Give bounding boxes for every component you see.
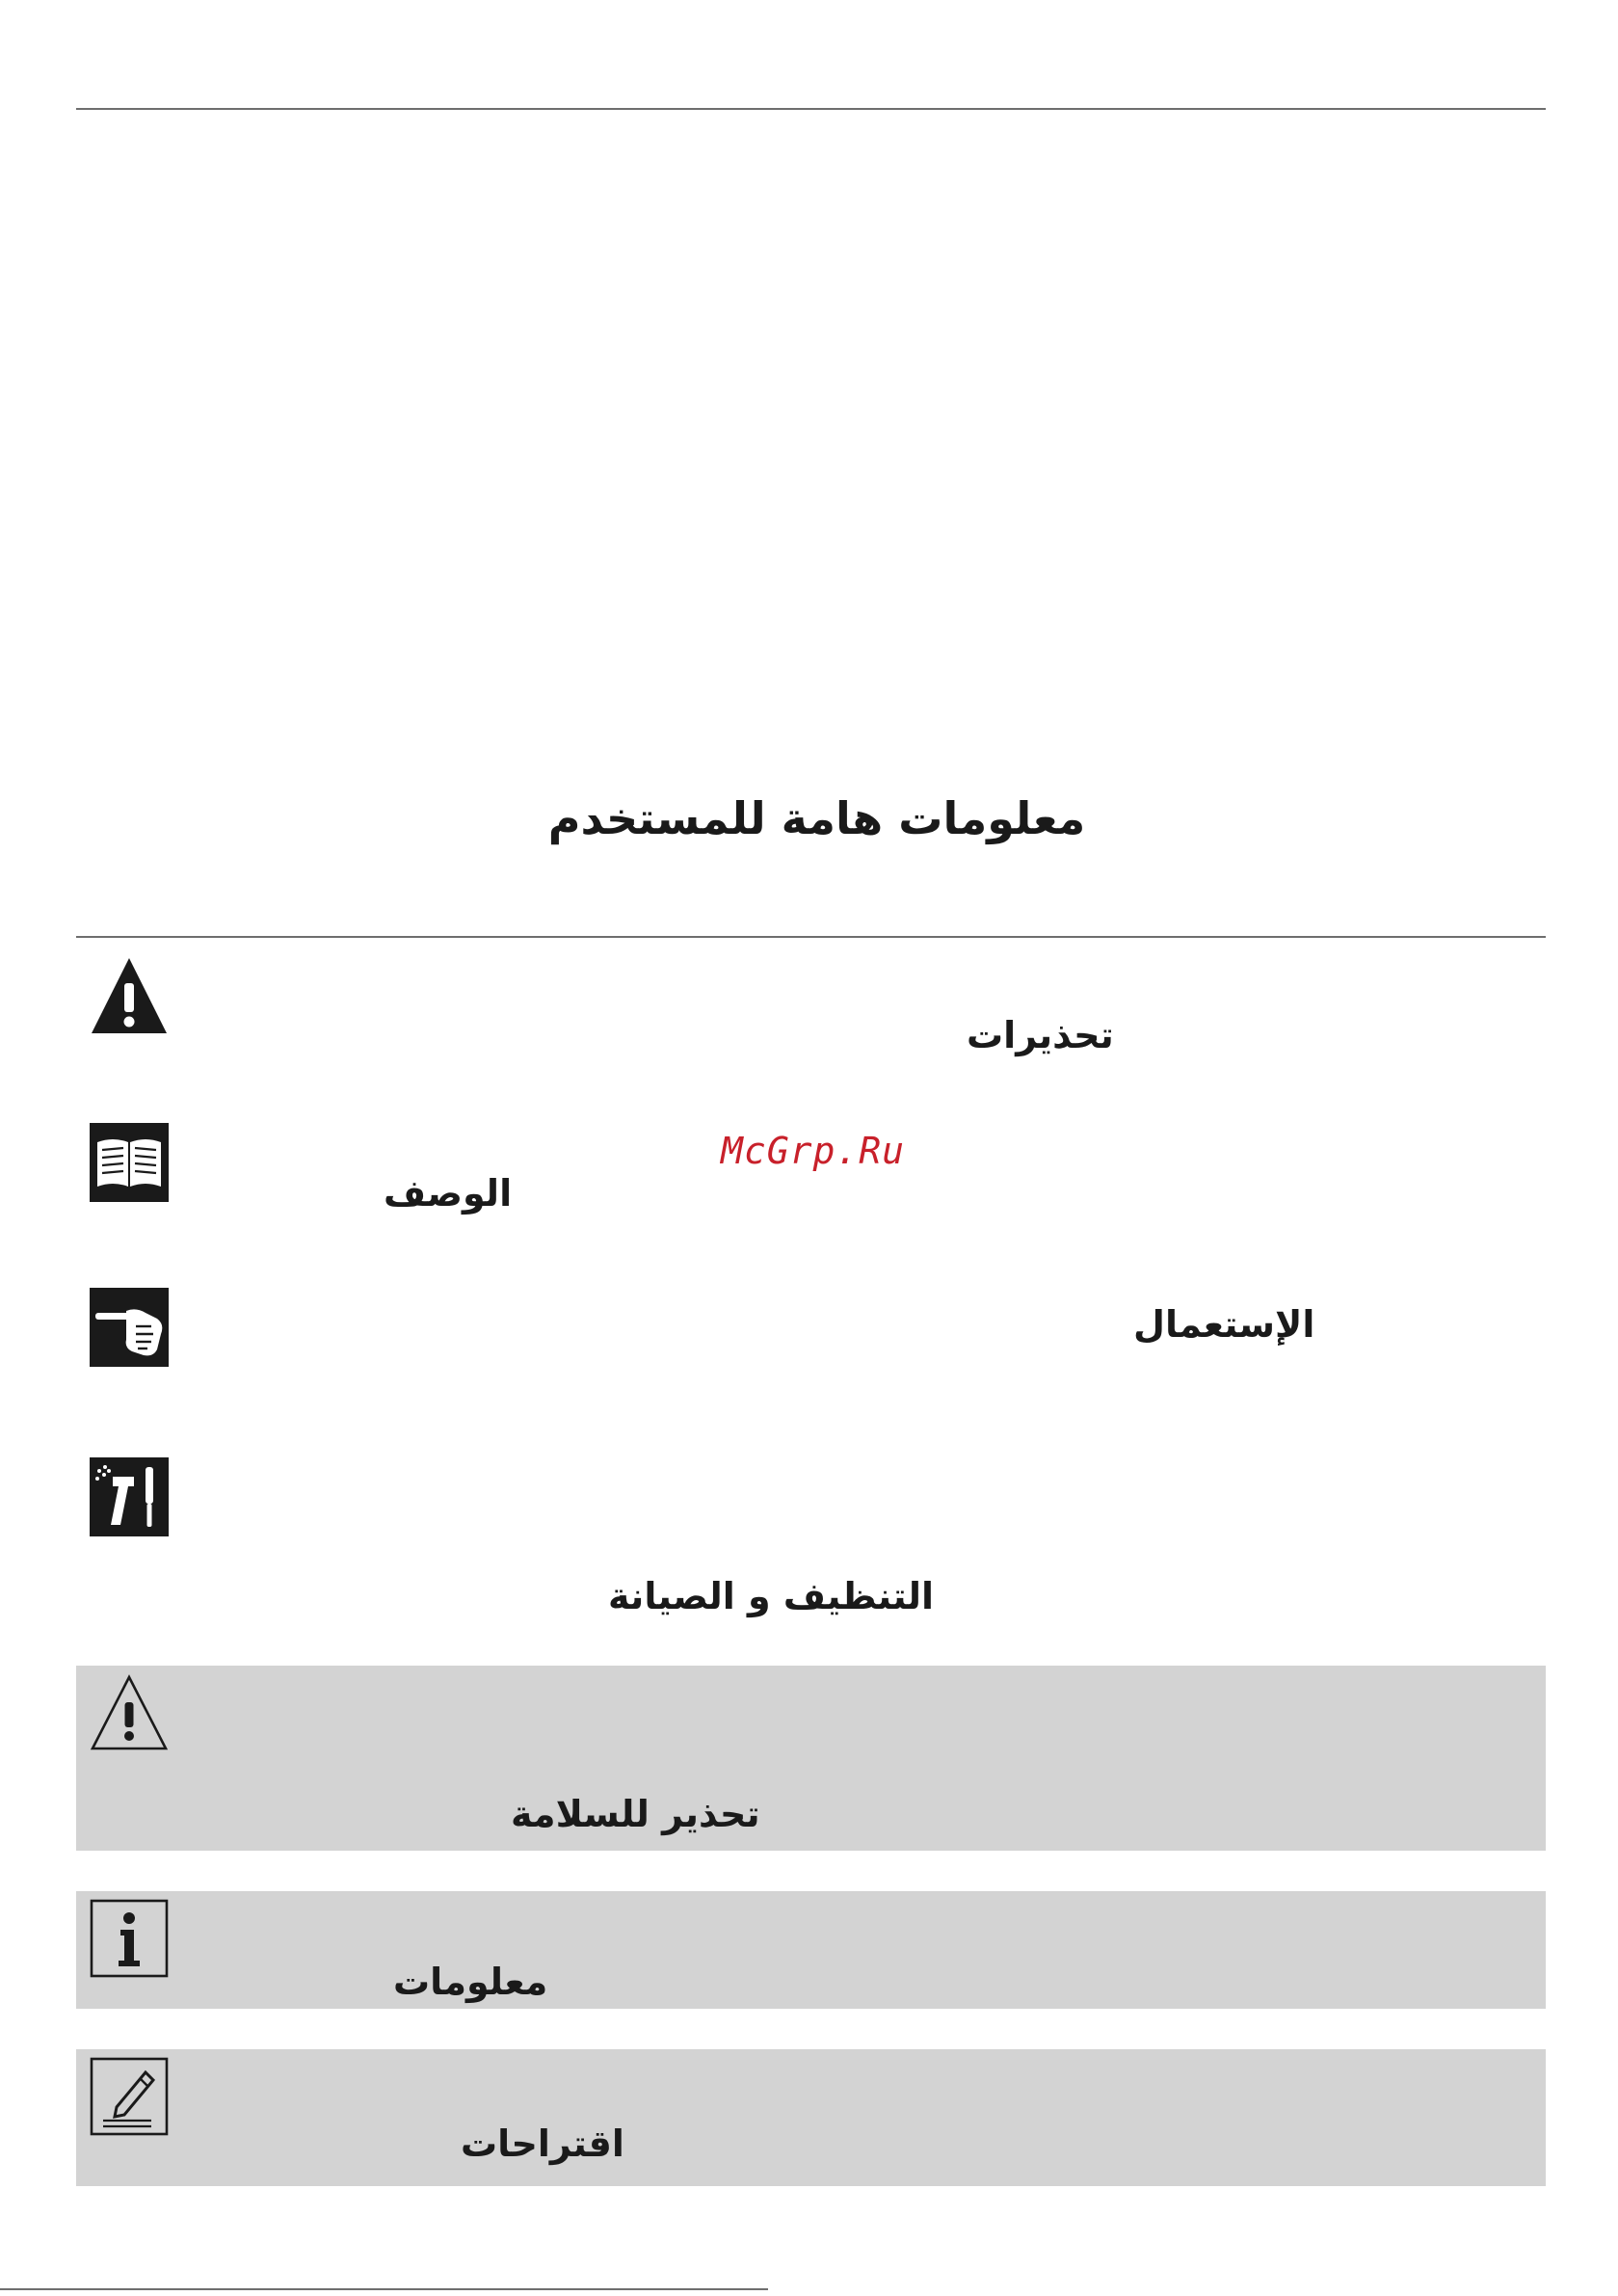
watermark: McGrp.Ru	[721, 1130, 906, 1172]
notice-label-information: معلومات	[393, 1961, 548, 2003]
notice-label-tips: اقتراحات	[461, 2122, 624, 2165]
top-rule	[76, 108, 1546, 110]
section-rule	[76, 936, 1546, 938]
page-title	[0, 792, 1618, 844]
notice-label-safety: تحذير للسلامة	[511, 1793, 760, 1835]
section-label-cleaning: التنظيف و الصيانة	[608, 1575, 935, 1617]
section-label-description: الوصف	[384, 1172, 513, 1215]
warning-triangle-icon	[90, 956, 169, 1035]
tips-box	[76, 2049, 1546, 2186]
pointing-hand-icon	[90, 1288, 169, 1367]
warning-outline-icon	[90, 1673, 169, 1752]
footer-rule	[0, 2288, 768, 2290]
information-box	[76, 1891, 1546, 2009]
cleaning-spray-tool-icon	[90, 1457, 169, 1536]
section-label-warnings: تحذيرات	[967, 1014, 1114, 1056]
safety-warning-box	[76, 1666, 1546, 1851]
open-book-icon	[90, 1123, 169, 1202]
section-label-use: الإستعمال	[1133, 1303, 1315, 1346]
pencil-note-icon	[90, 2057, 169, 2136]
page-title-text: معلومات هامة للمستخدم	[547, 792, 1086, 844]
info-icon	[90, 1899, 169, 1978]
